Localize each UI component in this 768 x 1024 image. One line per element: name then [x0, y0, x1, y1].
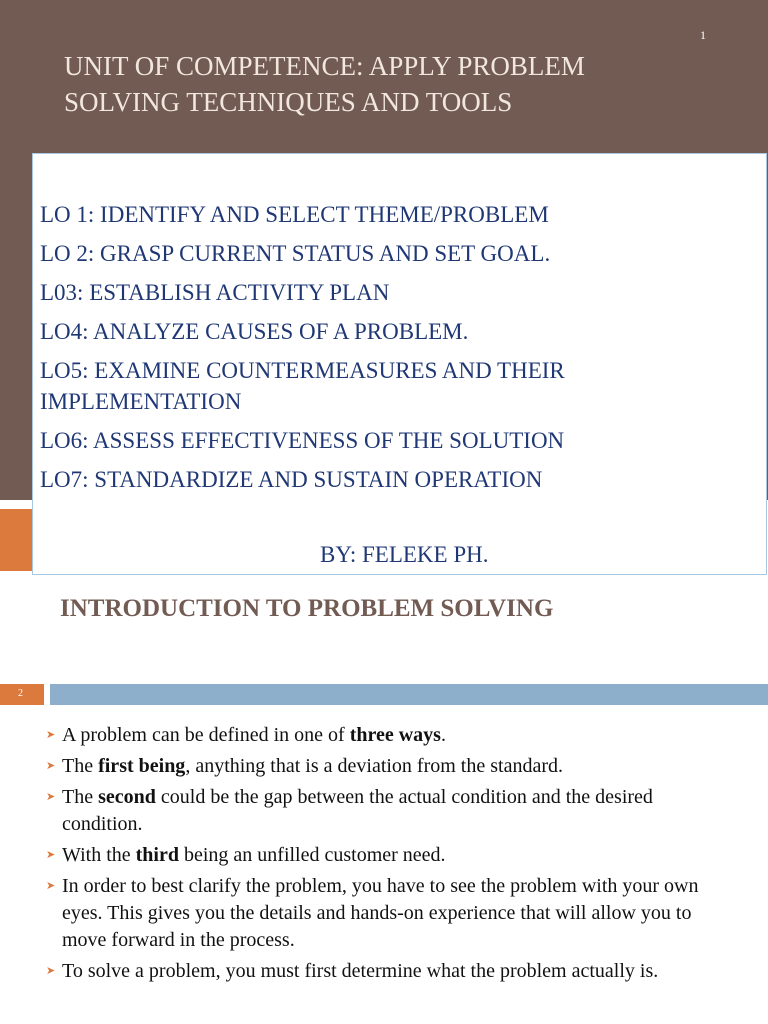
learning-outcome-item: LO 2: GRASP CURRENT STATUS AND SET GOAL.	[40, 241, 551, 266]
learning-outcome-item: LO7: STANDARDIZE AND SUSTAIN OPERATION	[40, 467, 543, 492]
accent-block	[0, 509, 32, 571]
bullet-arrow-icon: ➤	[46, 849, 56, 861]
learning-outcome-item: LO4: ANALYZE CAUSES OF A PROBLEM.	[40, 319, 469, 344]
section-heading: INTRODUCTION TO PROBLEM SOLVING	[60, 595, 554, 622]
learning-outcome-item: L03: ESTABLISH ACTIVITY PLAN	[40, 280, 390, 305]
page-number: 1	[700, 28, 706, 42]
list-item: ➤ A problem can be defined in one of three ways.	[46, 722, 716, 749]
list-item: ➤ To solve a problem, you must first determine what the problem actually is.	[46, 958, 716, 985]
learning-outcome-item: LO5: EXAMINE COUNTERMEASURES AND THEIR IMPLEMENTATION	[40, 358, 565, 414]
list-item: ➤ The first being, anything that is a deviation from the standard.	[46, 753, 716, 780]
bullet-arrow-icon: ➤	[46, 760, 56, 772]
list-item: ➤ The second could be the gap between the actual condition and the desired condition.	[46, 786, 653, 835]
author-credit: BY: FELEKE PH.	[320, 542, 489, 567]
list-item: ➤ In order to best clarify the problem, you have to see the problem with your own eyes. This gives you the details and hands-on experience that will allow you to move forward in the process.	[46, 875, 699, 951]
learning-outcome-item: LO6: ASSESS EFFECTIVENESS OF THE SOLUTION	[40, 428, 565, 453]
page-number: 2	[18, 688, 23, 699]
learning-outcome-item: LO 1: IDENTIFY AND SELECT THEME/PROBLEM	[40, 202, 549, 227]
bullet-arrow-icon: ➤	[46, 729, 56, 741]
header-band	[50, 684, 768, 705]
list-item: ➤ With the third being an unfilled customer need.	[46, 842, 716, 869]
bullet-arrow-icon: ➤	[46, 791, 56, 803]
bullet-list	[46, 722, 716, 989]
bullet-arrow-icon: ➤	[46, 965, 56, 977]
bullet-arrow-icon: ➤	[46, 880, 56, 892]
learning-outcomes-list	[40, 199, 740, 503]
learning-outcomes-box	[32, 153, 767, 575]
slide-title: UNIT OF COMPETENCE: APPLY PROBLEM SOLVING TECHNIQUES AND TOOLS	[64, 51, 585, 117]
